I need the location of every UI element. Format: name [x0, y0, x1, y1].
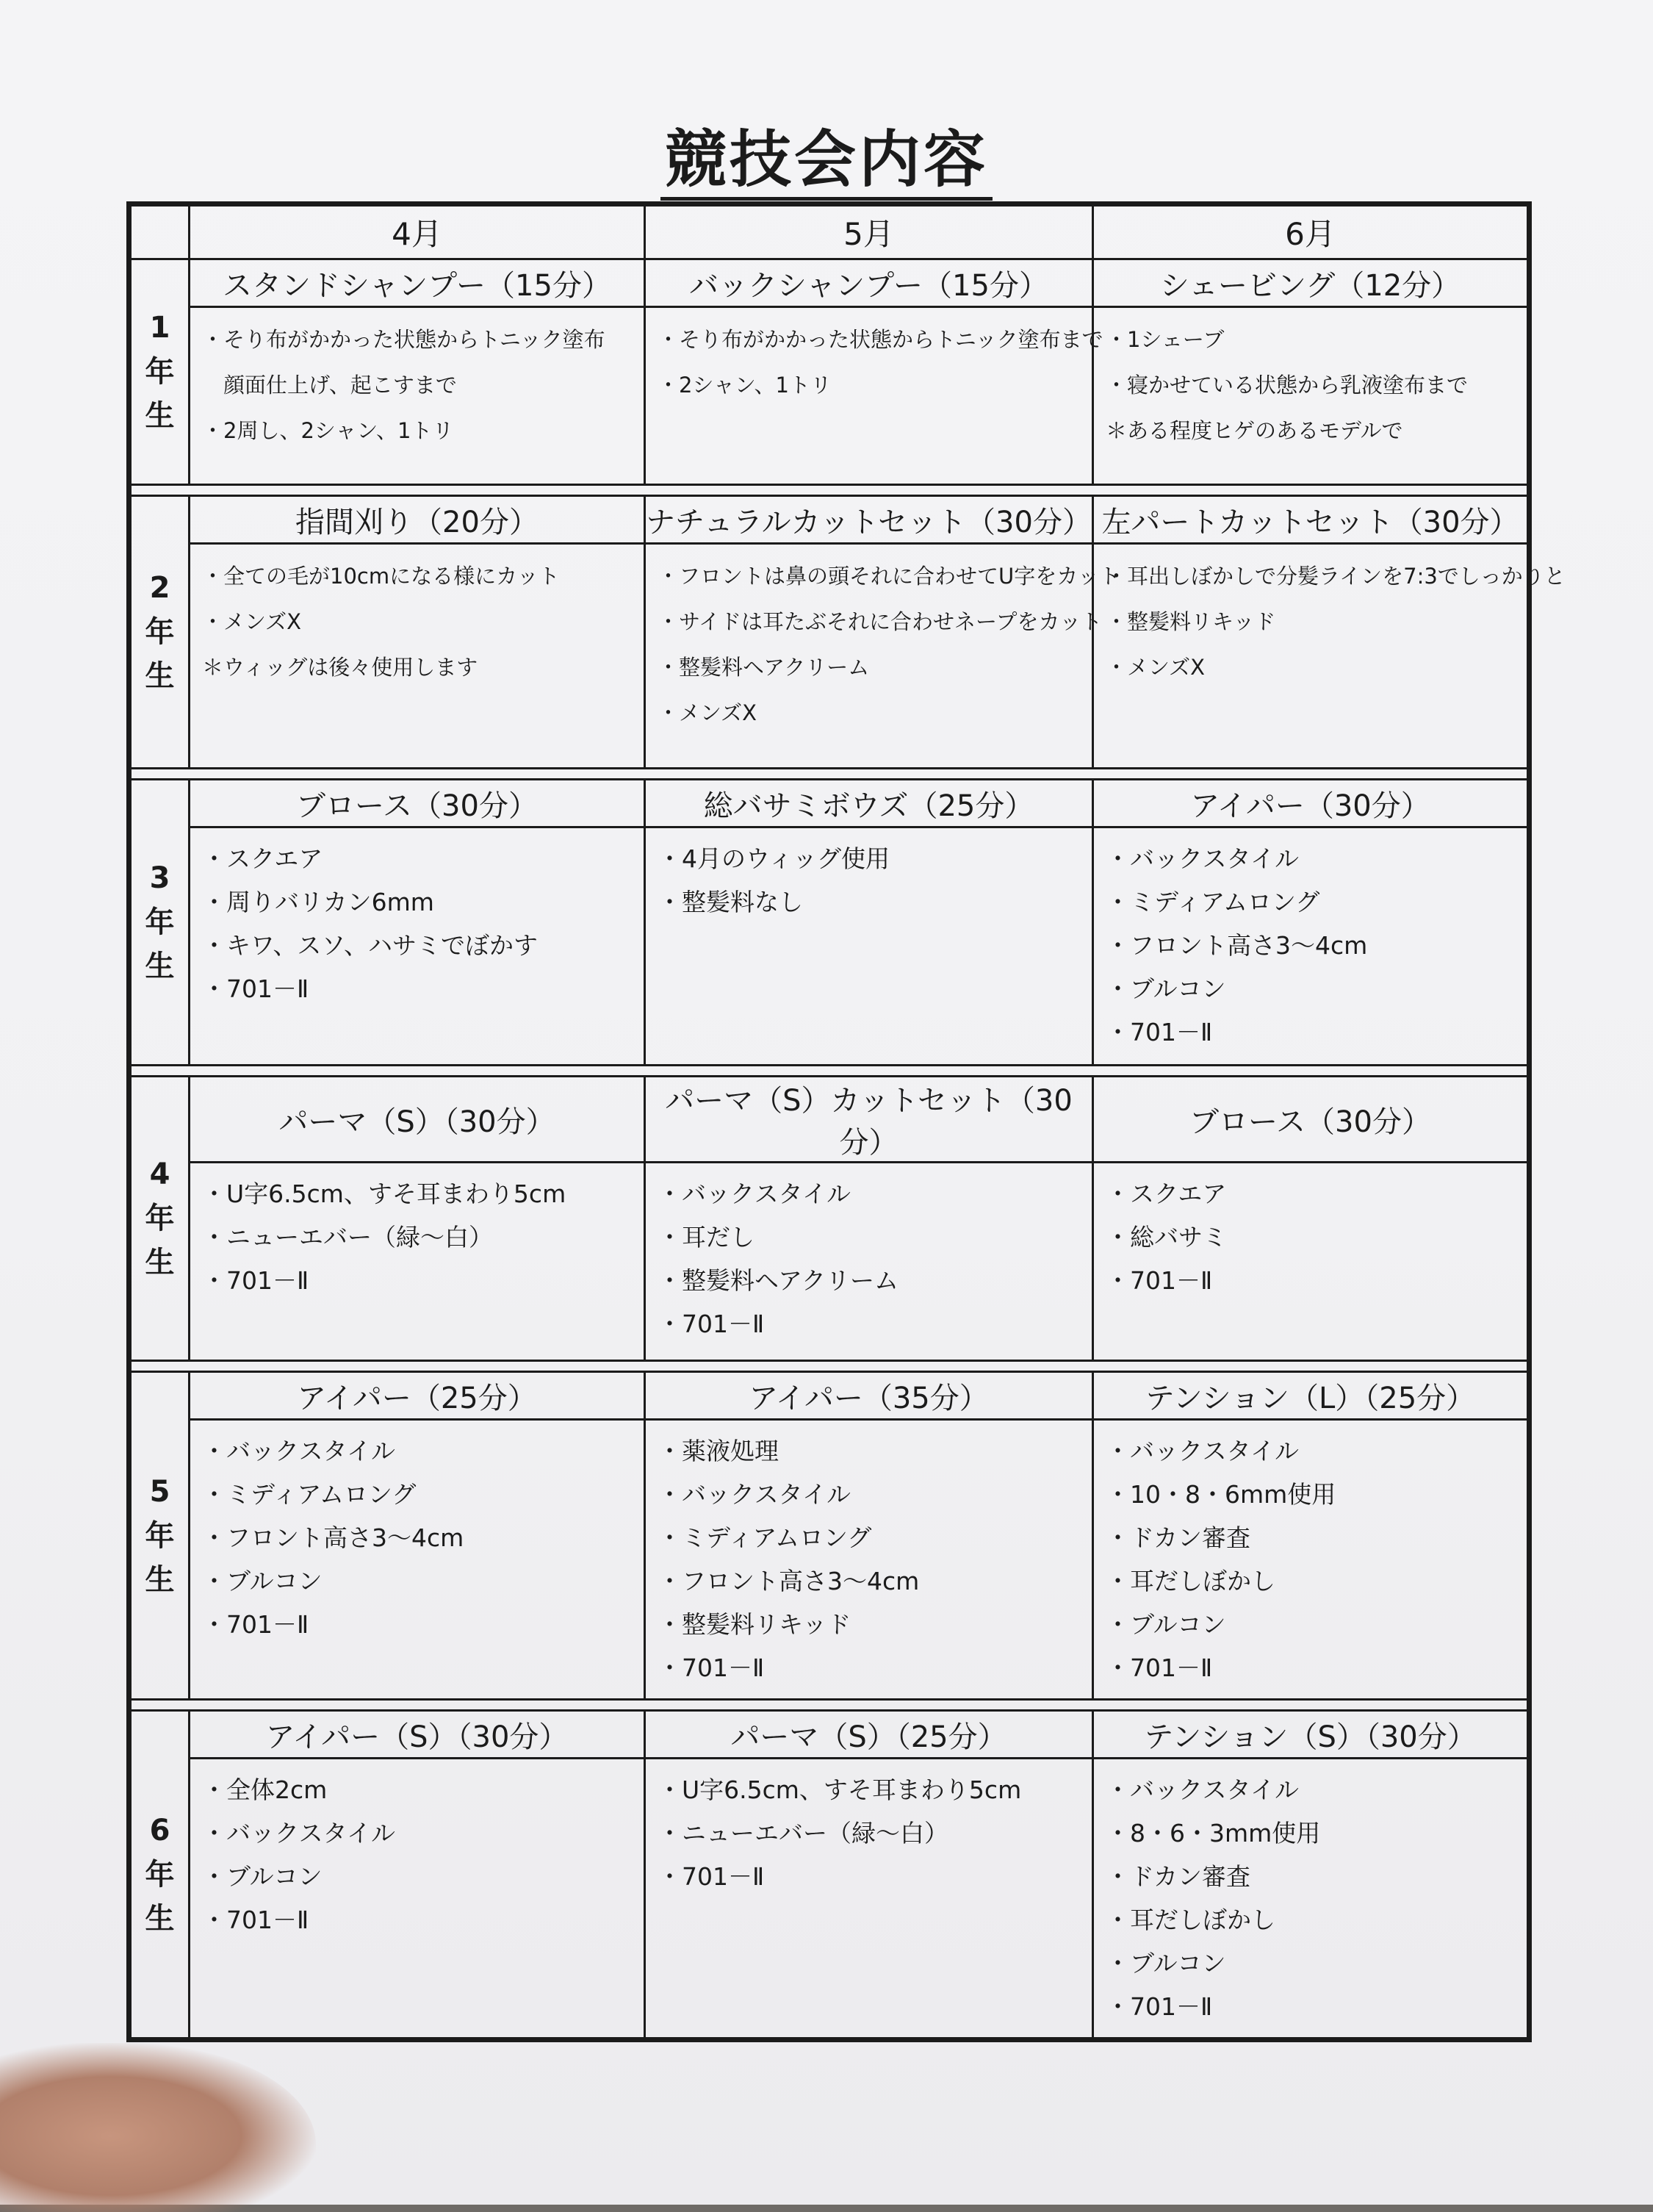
- detail-item: ・701－Ⅱ: [658, 1653, 765, 1682]
- event-details: [645, 827, 1093, 1066]
- event-details: [1093, 544, 1566, 769]
- row-separator: [129, 1361, 1530, 1372]
- detail-item: ・ミディアムロング: [658, 1523, 872, 1552]
- detail-item: ・薬液処理: [658, 1437, 779, 1465]
- detail-item: ・メンズX: [658, 700, 757, 725]
- schedule-table: [126, 201, 1566, 2042]
- detail-item: ・ミディアムロング: [202, 1480, 417, 1509]
- event-details: [190, 1759, 645, 2040]
- event-name: アイパー（S）（30分）: [190, 1711, 645, 1759]
- detail-item: ・ブルコン: [1106, 1949, 1226, 1978]
- event-details: [645, 544, 1120, 769]
- detail-item: ・スクエア: [1106, 1179, 1227, 1208]
- event-details: [645, 1420, 1093, 1700]
- detail-item: ・ブルコン: [1106, 974, 1226, 1003]
- detail-item: ・ブルコン: [1106, 1610, 1226, 1639]
- content-row-grade-2: [129, 544, 1530, 769]
- detail-item: ・そり布がかかった状態からトニック塗布: [202, 327, 605, 352]
- event-row-grade-6: [129, 1711, 1530, 1759]
- month-june: 6月: [1093, 204, 1530, 259]
- content-row-grade-4: [129, 1163, 1530, 1361]
- event-name: アイパー（30分）: [1093, 780, 1530, 827]
- event-details: [190, 827, 645, 1066]
- detail-item: ・周りバリカン6mm: [202, 888, 434, 916]
- detail-item: ・701－Ⅱ: [1106, 1018, 1213, 1046]
- month-april: 4月: [190, 204, 645, 259]
- row-separator: [129, 1700, 1530, 1711]
- detail-item: ＊ある程度ヒゲのあるモデルで: [1106, 418, 1403, 443]
- event-row-grade-4: [129, 1077, 1530, 1163]
- event-row-grade-1: [129, 259, 1530, 307]
- content-row-grade-6: [129, 1759, 1530, 2040]
- event-name: 指間刈り（20分）: [190, 496, 645, 544]
- grade-1-label: 1 年 生: [129, 259, 190, 485]
- detail-item: ・バックスタイル: [658, 1480, 851, 1509]
- detail-item: ・フロントは鼻の頭それに合わせてU字をカット: [658, 564, 1120, 589]
- detail-item: ・バックスタイル: [1106, 844, 1300, 873]
- grade-3-label: 3 年 生: [129, 780, 190, 1066]
- detail-item: ・バックスタイル: [202, 1437, 396, 1465]
- grade-5-label: 5 年 生: [129, 1372, 190, 1700]
- detail-item: ・フロント高さ3～4cm: [658, 1567, 920, 1595]
- detail-item: ・サイドは耳たぶそれに合わせネープをカット: [658, 609, 1103, 634]
- detail-item: ・総バサミ: [1106, 1223, 1227, 1252]
- event-details: [1093, 1420, 1530, 1700]
- detail-item: ・そり布がかかった状態からトニック塗布まで: [658, 327, 1103, 352]
- detail-item: ・ブルコン: [202, 1567, 323, 1595]
- event-details: [645, 1163, 1093, 1361]
- event-name: パーマ（S）（30分）: [190, 1077, 645, 1163]
- detail-item: ・バックスタイル: [658, 1179, 851, 1208]
- detail-item: ・701－Ⅱ: [1106, 1653, 1213, 1682]
- detail-item: ・整髪料ヘアクリーム: [658, 655, 870, 680]
- detail-item: ・ドカン審査: [1106, 1862, 1251, 1891]
- detail-item: ・全ての毛が10cmになる様にカット: [202, 564, 560, 589]
- detail-item: ・全体2cm: [202, 1775, 328, 1804]
- grade-2-label: 2 年 生: [129, 496, 190, 769]
- detail-item: ・701－Ⅱ: [658, 1310, 765, 1338]
- detail-item: ・ミディアムロング: [1106, 888, 1320, 916]
- event-details: [645, 307, 1103, 485]
- detail-item: ・耳だしぼかし: [1106, 1906, 1275, 1934]
- detail-item: ・10・8・6mm使用: [1106, 1480, 1336, 1509]
- detail-item: ＊ウィッグは後々使用します: [202, 655, 478, 680]
- event-row-grade-3: [129, 780, 1530, 827]
- month-header-row: [129, 204, 1530, 259]
- event-details: [190, 1420, 645, 1700]
- event-name: 総バサミボウズ（25分）: [645, 780, 1093, 827]
- detail-item: ・701－Ⅱ: [202, 1906, 309, 1934]
- detail-item: ・整髪料リキッド: [1106, 609, 1276, 634]
- event-details: [645, 1759, 1093, 2040]
- event-details: [1093, 1163, 1530, 1361]
- detail-item: ・701－Ⅱ: [1106, 1266, 1213, 1295]
- detail-item: ・U字6.5cm、すそ耳まわり5cm: [658, 1775, 1022, 1804]
- detail-item: ・バックスタイル: [1106, 1437, 1300, 1465]
- detail-item: ・701－Ⅱ: [202, 1610, 309, 1639]
- event-name: ブロース（30分）: [1093, 1077, 1530, 1163]
- event-name: 左パートカットセット（30分）: [1093, 496, 1530, 544]
- content-row-grade-1: [129, 307, 1530, 485]
- detail-item: ・ニューエバー（緑～白）: [658, 1819, 948, 1847]
- event-name: テンション（S）（30分）: [1093, 1711, 1530, 1759]
- content-row-grade-5: [129, 1420, 1530, 1700]
- detail-item: ・ドカン審査: [1106, 1523, 1251, 1552]
- detail-item: ・耳出しぼかしで分髪ラインを7:3でしっかりと: [1106, 564, 1566, 589]
- detail-item: ・フロント高さ3～4cm: [202, 1523, 464, 1552]
- event-row-grade-5: [129, 1372, 1530, 1420]
- detail-item: ・耳だしぼかし: [1106, 1567, 1275, 1595]
- detail-item: ・スクエア: [202, 844, 323, 873]
- detail-item: ・整髪料リキッド: [658, 1610, 851, 1639]
- detail-item: ・メンズX: [1106, 655, 1205, 680]
- event-row-grade-2: [129, 496, 1530, 544]
- detail-item: ・フロント高さ3～4cm: [1106, 931, 1368, 960]
- detail-item: ・メンズX: [202, 609, 301, 634]
- detail-item: ・ブルコン: [202, 1862, 323, 1891]
- event-name: スタンドシャンプー（15分）: [190, 259, 645, 307]
- event-name: アイパー（25分）: [190, 1372, 645, 1420]
- event-name: バックシャンプー（15分）: [645, 259, 1093, 307]
- event-details: [190, 544, 645, 769]
- detail-item: ・1シェーブ: [1106, 327, 1225, 352]
- event-details: [1093, 1759, 1530, 2040]
- event-name: パーマ（S）（25分）: [645, 1711, 1093, 1759]
- detail-item: 顔面仕上げ、起こすまで: [202, 373, 457, 398]
- detail-item: ・整髪料なし: [658, 888, 803, 916]
- event-name: アイパー（35分）: [645, 1372, 1093, 1420]
- detail-item: ・701－Ⅱ: [658, 1862, 765, 1891]
- event-details: [190, 1163, 645, 1361]
- document-title: 競技会内容: [0, 110, 1653, 199]
- month-may: 5月: [645, 204, 1093, 259]
- event-name: シェービング（12分）: [1093, 259, 1530, 307]
- event-name: テンション（L）（25分）: [1093, 1372, 1530, 1420]
- detail-item: ・701－Ⅱ: [202, 974, 309, 1003]
- detail-item: ・2周し、2シャン、1トリ: [202, 418, 454, 443]
- corner-cell: [129, 204, 190, 259]
- detail-item: ・U字6.5cm、すそ耳まわり5cm: [202, 1179, 566, 1208]
- detail-item: ・4月のウィッグ使用: [658, 844, 890, 873]
- detail-item: ・バックスタイル: [202, 1819, 396, 1847]
- event-name: ブロース（30分）: [190, 780, 645, 827]
- grade-6-label: 6 年 生: [129, 1711, 190, 2040]
- detail-item: ・8・6・3mm使用: [1106, 1819, 1321, 1847]
- event-details: [1093, 827, 1530, 1066]
- detail-item: ・キワ、スソ、ハサミでぼかす: [202, 931, 539, 960]
- detail-item: ・寝かせている状態から乳液塗布まで: [1106, 373, 1469, 398]
- detail-item: ・耳だし: [658, 1223, 755, 1252]
- row-separator: [129, 485, 1530, 496]
- detail-item: ・ニューエバー（緑～白）: [202, 1223, 493, 1252]
- row-separator: [129, 769, 1530, 780]
- grade-4-label: 4 年 生: [129, 1077, 190, 1361]
- event-details: [190, 307, 645, 485]
- event-details: [1093, 307, 1530, 485]
- row-separator: [129, 1066, 1530, 1077]
- detail-item: ・整髪料ヘアクリーム: [658, 1266, 899, 1295]
- content-row-grade-3: [129, 827, 1530, 1066]
- event-name: ナチュラルカットセット（30分）: [645, 496, 1093, 544]
- detail-item: ・バックスタイル: [1106, 1775, 1300, 1804]
- detail-item: ・701－Ⅱ: [202, 1266, 309, 1295]
- detail-item: ・701－Ⅱ: [1106, 1992, 1213, 2021]
- detail-item: ・2シャン、1トリ: [658, 373, 832, 398]
- event-name: パーマ（S）カットセット（30分）: [645, 1077, 1093, 1163]
